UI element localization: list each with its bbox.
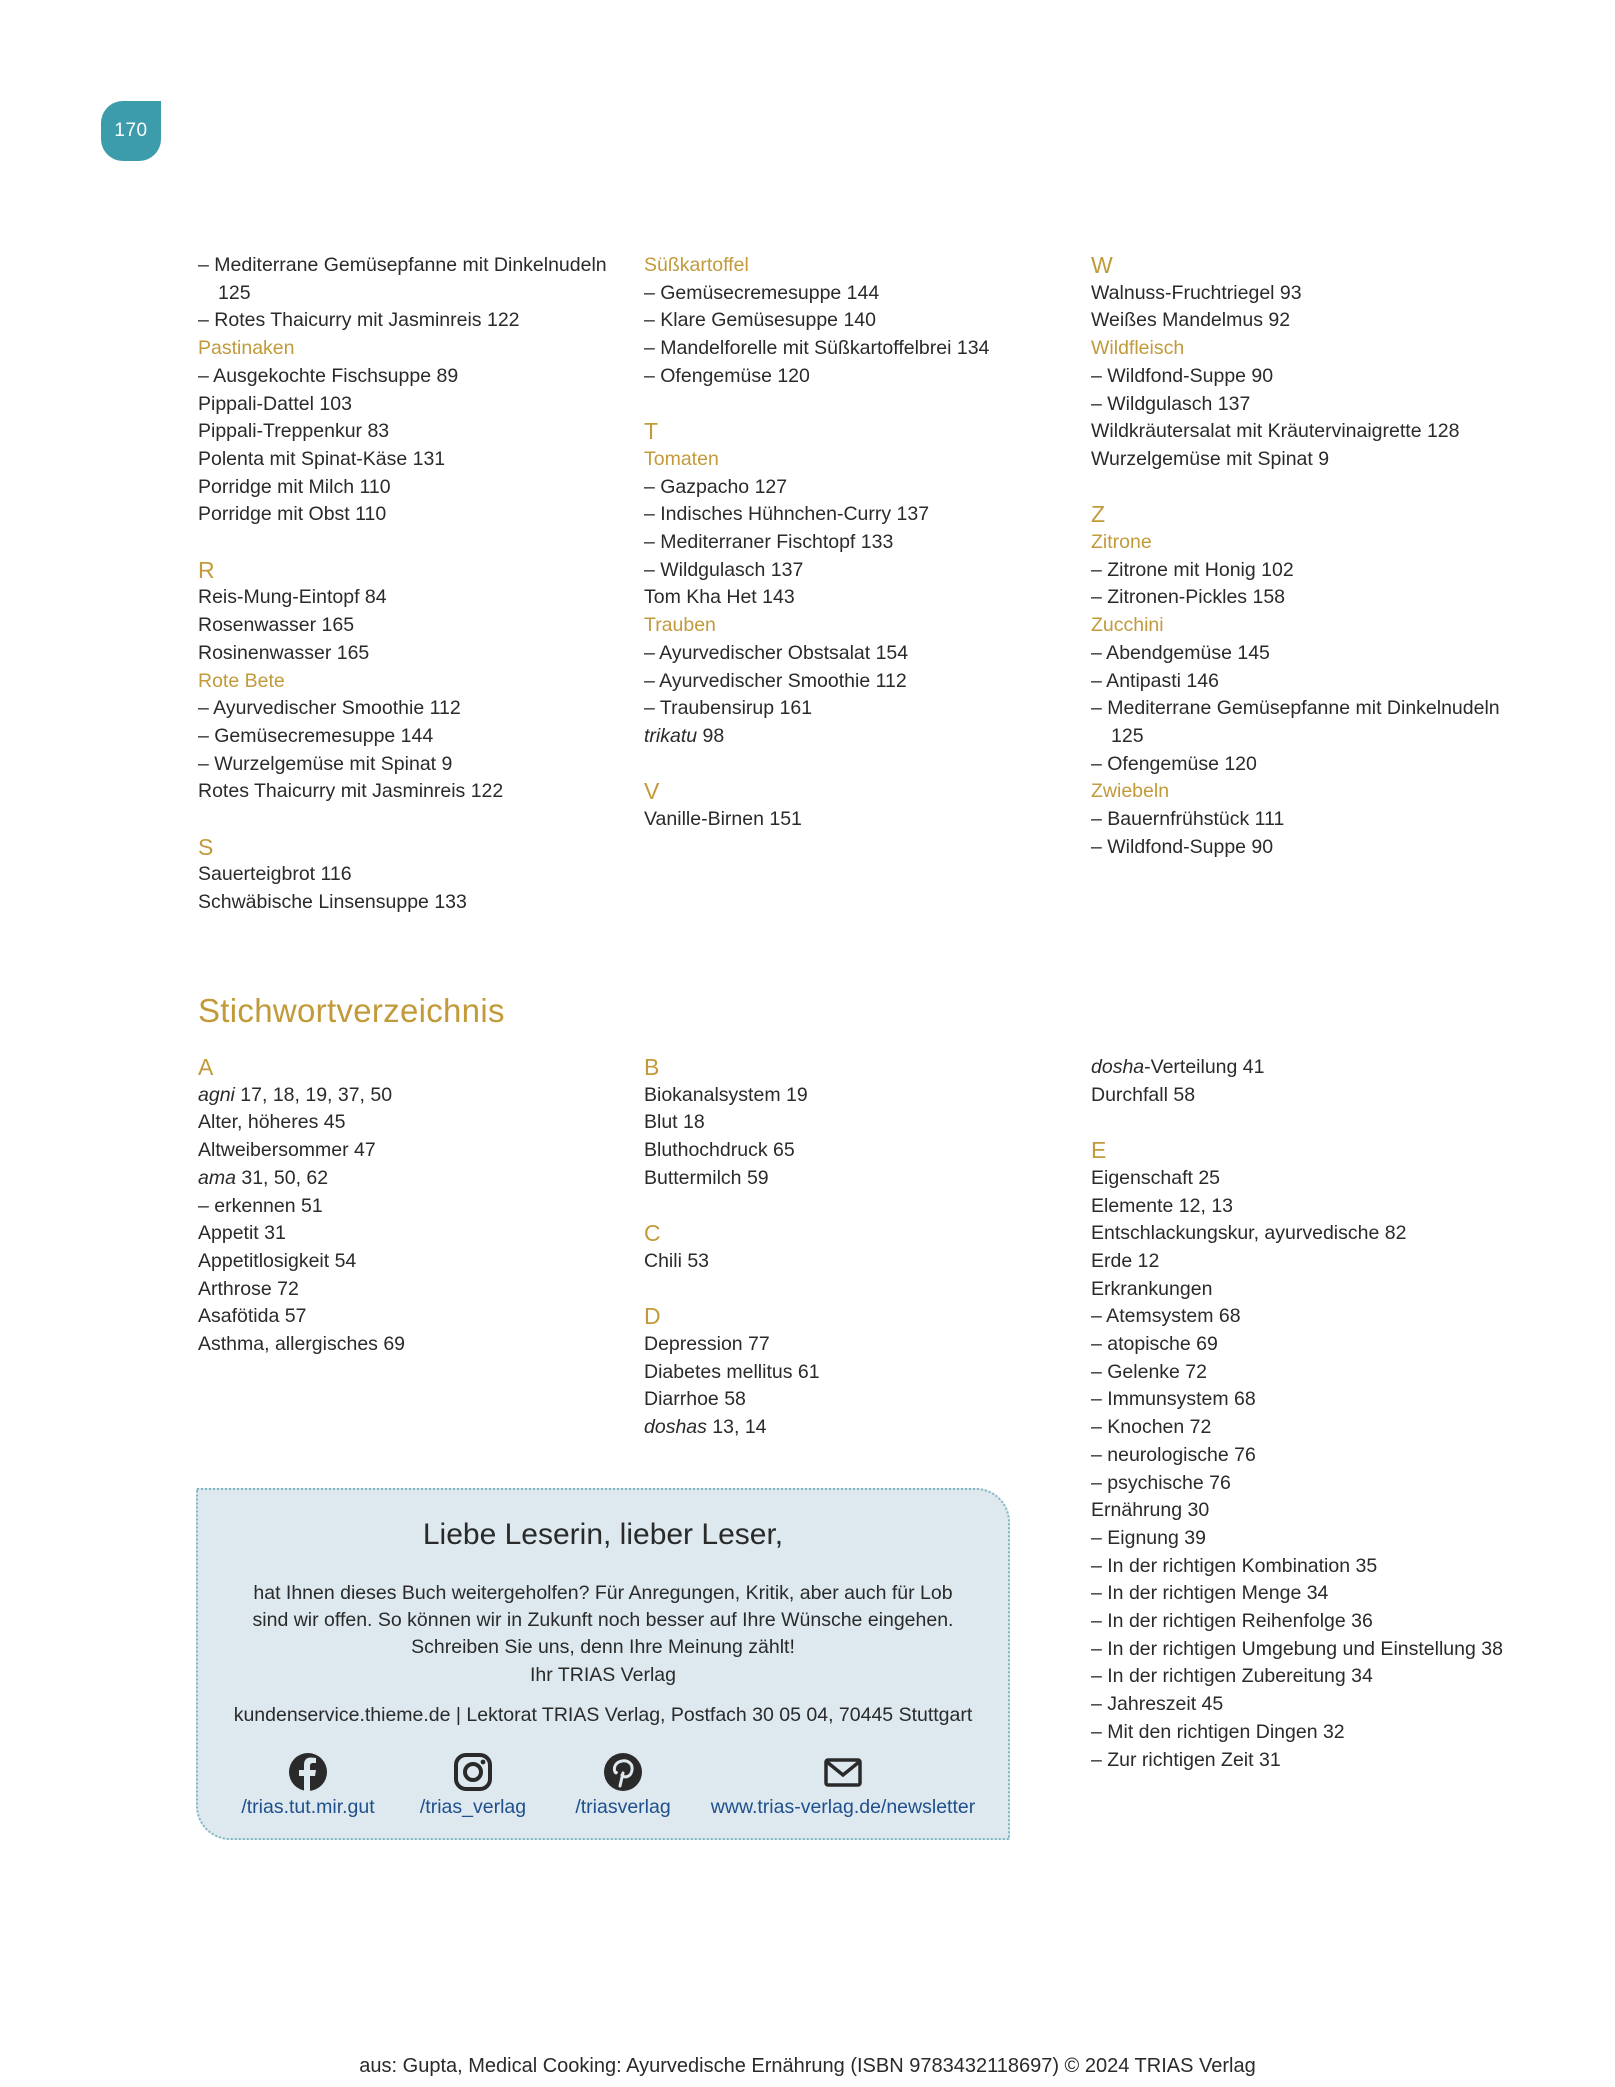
index-subentry: – Zitronen-Pickles 158 — [1091, 586, 1286, 609]
index-entry: Schwäbische Linsensuppe 133 — [198, 891, 467, 914]
index-letter: R — [198, 556, 215, 583]
feedback-body-line: Schreiben Sie uns, denn Ihre Meinung zählt! — [411, 1636, 795, 1658]
index-entry-pages: 31, 50, 62 — [235, 1166, 329, 1189]
index-entry: Porridge mit Obst 110 — [198, 503, 387, 526]
social-newsletter[interactable] — [693, 1752, 993, 1819]
index-entry: Alter, höheres 45 — [198, 1111, 346, 1134]
index-entry: Altweibersommer 47 — [198, 1139, 376, 1162]
index-entry: Ernährung 30 — [1091, 1499, 1210, 1522]
index-entry — [198, 1082, 618, 1110]
recipe-index-column-1 — [198, 252, 618, 917]
index-subentry: – In der richtigen Menge 34 — [1091, 1582, 1329, 1605]
index-group-heading: Zitrone — [1091, 531, 1152, 554]
facebook-icon — [288, 1752, 328, 1792]
index-entry: Rotes Thaicurry mit Jasminreis 122 — [198, 780, 504, 803]
source-footer: aus: Gupta, Medical Cooking: Ayurvedische Ernährung (ISBN 9783432118697) © 2024 TRIAS Verlag — [359, 2055, 1256, 2077]
index-entry-term: agni — [198, 1083, 235, 1106]
index-entry-pages: 17, 18, 19, 37, 50 — [234, 1083, 393, 1106]
index-subentry: – Mediterraner Fischtopf 133 — [644, 531, 894, 554]
index-subentry: – psychische 76 — [1091, 1471, 1231, 1494]
index-subentry: – Indisches Hühnchen-Curry 137 — [644, 503, 930, 526]
index-subentry: – In der richtigen Kombination 35 — [1091, 1554, 1378, 1577]
keyword-index-column-1 — [198, 1054, 618, 1359]
feedback-title: Liebe Leserin, lieber Leser, — [422, 1518, 784, 1551]
index-entry: Reis-Mung-Eintopf 84 — [198, 586, 387, 609]
index-subentry: – Klare Gemüsesuppe 140 — [644, 309, 876, 332]
index-entry-term: dosha — [1091, 1056, 1145, 1078]
index-subentry: – Wildfond-Suppe 90 — [1091, 364, 1274, 387]
instagram-icon — [453, 1752, 493, 1792]
index-entry: Erkrankungen — [1091, 1277, 1213, 1300]
index-entry-pages: 98 — [697, 724, 725, 747]
feedback-body-line: sind wir offen. So können wir in Zukunft noch besser auf Ihre Wünsche eingehen. — [252, 1609, 954, 1631]
index-subentry: – Ofengemüse 120 — [1091, 752, 1257, 775]
index-subentry: Wildkräutersalat mit Kräutervinaigrette 128 — [1091, 420, 1460, 443]
index-entry: Pippali-Dattel 103 — [198, 392, 352, 415]
index-entry: Durchfall 58 — [1091, 1083, 1196, 1106]
index-group-heading: Zucchini — [1091, 614, 1164, 637]
index-entry: Pippali-Treppenkur 83 — [198, 420, 390, 443]
index-subentry: – Knochen 72 — [1091, 1416, 1212, 1439]
index-subentry: – Wurzelgemüse mit Spinat 9 — [198, 752, 453, 775]
index-subentry: – Immunsystem 68 — [1091, 1388, 1256, 1411]
index-letter: V — [644, 778, 660, 805]
index-entry: Walnuss-Fruchtriegel 93 — [1091, 281, 1302, 304]
index-subentry: – Traubensirup 161 — [644, 697, 813, 720]
social-instagram[interactable] — [398, 1752, 548, 1819]
index-entry: Eigenschaft 25 — [1091, 1166, 1221, 1189]
index-entry-term: doshas — [644, 1416, 707, 1439]
index-subentry: – Gelenke 72 — [1091, 1360, 1208, 1383]
recipe-index-column-3 — [1091, 252, 1511, 861]
index-entry: Buttermilch 59 — [644, 1166, 769, 1189]
index-subentry: – Mit den richtigen Dingen 32 — [1091, 1720, 1345, 1743]
index-subentry: – Zur richtigen Zeit 31 — [1091, 1748, 1281, 1771]
index-entry — [198, 1165, 618, 1193]
index-letter: S — [198, 833, 214, 860]
index-entry: Arthrose 72 — [198, 1277, 299, 1300]
index-subentry: – Ayurvedischer Smoothie 112 — [198, 697, 461, 720]
index-group-heading: Wildfleisch — [1091, 337, 1185, 360]
index-subentry: – In der richtigen Zubereitung 34 — [1091, 1665, 1373, 1688]
index-entry: Diabetes mellitus 61 — [644, 1360, 820, 1383]
page-number-badge — [101, 101, 161, 161]
index-entry: Wurzelgemüse mit Spinat 9 — [1091, 447, 1330, 470]
index-subentry: – Abendgemüse 145 — [1091, 641, 1270, 664]
index-entry: Vanille-Birnen 151 — [644, 808, 802, 831]
index-subentry: – In der richtigen Reihenfolge 36 — [1091, 1610, 1373, 1633]
index-subentry: – Jahreszeit 45 — [1091, 1693, 1224, 1716]
feedback-body — [228, 1580, 978, 1661]
index-letter: C — [644, 1220, 661, 1247]
index-group-heading: Süßkartoffel — [644, 254, 749, 276]
index-subentry: – Antipasti 146 — [1091, 669, 1219, 692]
social-pinterest[interactable] — [553, 1752, 693, 1819]
index-entry: Bluthochdruck 65 — [644, 1139, 795, 1162]
index-letter: W — [1091, 252, 1113, 278]
index-subentry: – neurologische 76 — [1091, 1443, 1256, 1466]
social-label[interactable]: /trias_verlag — [419, 1796, 527, 1818]
index-entry: Elemente 12, 13 — [1091, 1194, 1234, 1217]
index-subentry: – Wildfond-Suppe 90 — [1091, 835, 1274, 858]
index-entry: Entschlackungskur, ayurvedische 82 — [1091, 1222, 1407, 1245]
index-subentry: – Mediterrane Gemüsepfanne mit Dinkelnudeln 125 — [198, 254, 607, 304]
index-entry: Asthma, allergisches 69 — [198, 1333, 406, 1356]
index-entry-pages: -Verteilung 41 — [1144, 1056, 1265, 1078]
index-entry: Appetit 31 — [198, 1222, 286, 1245]
index-entry: Rosinenwasser 165 — [198, 641, 370, 664]
index-subentry: – Rotes Thaicurry mit Jasminreis 122 — [198, 309, 520, 332]
index-entry: Porridge mit Milch 110 — [198, 475, 391, 498]
index-entry: Erde 12 — [1091, 1249, 1160, 1272]
index-group-heading: Pastinaken — [198, 337, 295, 360]
index-subentry: – atopische 69 — [1091, 1333, 1218, 1356]
social-facebook[interactable] — [228, 1752, 388, 1819]
index-entry: Biokanalsystem 19 — [644, 1083, 808, 1106]
index-group-heading: Zwiebeln — [1091, 780, 1170, 803]
index-entry: Asafötida 57 — [198, 1305, 307, 1328]
index-entry: Chili 53 — [644, 1249, 710, 1272]
pinterest-icon — [603, 1752, 643, 1792]
section-title: Stichwortverzeichnis — [198, 992, 505, 1029]
index-subentry: – Wildgulasch 137 — [644, 558, 804, 581]
keyword-index-column-3 — [1091, 1054, 1511, 1774]
index-subentry: – Mediterrane Gemüsepfanne mit Dinkelnudeln 125 — [1091, 697, 1500, 747]
index-entry: Sauerteigbrot 116 — [198, 863, 352, 886]
index-subentry: – Ofengemüse 120 — [644, 364, 810, 387]
mail-icon — [823, 1752, 863, 1792]
index-entry — [644, 723, 1064, 751]
index-subentry: – Atemsystem 68 — [1091, 1305, 1241, 1328]
index-entry — [1091, 1054, 1511, 1082]
feedback-address: kundenservice.thieme.de | Lektorat TRIAS Verlag, Postfach 30 05 04, 70445 Stuttgart — [233, 1704, 973, 1726]
social-label[interactable]: www.trias-verlag.de/newsletter — [710, 1796, 976, 1818]
feedback-body-line: hat Ihnen dieses Buch weitergeholfen? Für Anregungen, Kritik, aber auch für Lob — [253, 1582, 953, 1604]
index-entry: Appetitlosigkeit 54 — [198, 1249, 357, 1272]
index-entry: Blut 18 — [644, 1111, 705, 1134]
index-letter: T — [644, 418, 659, 445]
social-label[interactable]: /trias.tut.mir.gut — [241, 1796, 375, 1818]
index-subentry: – Ausgekochte Fischsuppe 89 — [198, 364, 459, 387]
index-subentry: – Eignung 39 — [1091, 1526, 1206, 1549]
feedback-signature: Ihr TRIAS Verlag — [530, 1664, 676, 1686]
index-subentry: – Gazpacho 127 — [644, 475, 788, 498]
index-subentry: – Zitrone mit Honig 102 — [1091, 558, 1294, 581]
index-entry-pages: 13, 14 — [706, 1416, 767, 1439]
index-entry: Diarrhoe 58 — [644, 1388, 746, 1411]
index-group-heading: Rote Bete — [198, 669, 285, 692]
index-letter: D — [644, 1303, 661, 1330]
social-label[interactable]: /triasverlag — [575, 1796, 671, 1818]
keyword-index-column-2 — [644, 1054, 1064, 1442]
index-entry: Polenta mit Spinat-Käse 131 — [198, 447, 446, 470]
index-subentry: – Ayurvedischer Smoothie 112 — [644, 669, 907, 692]
recipe-index-column-2 — [644, 252, 1064, 834]
index-entry — [644, 1414, 1064, 1442]
index-entry: Tom Kha Het 143 — [644, 586, 795, 609]
index-subentry: – Wildgulasch 137 — [1091, 392, 1251, 415]
index-subentry: – erkennen 51 — [198, 1194, 323, 1217]
page-number: 170 — [114, 120, 148, 141]
index-entry-term: trikatu — [644, 724, 698, 747]
index-entry-term: ama — [198, 1166, 236, 1189]
index-letter: Z — [1091, 501, 1106, 528]
index-subentry: – Ayurvedischer Obstsalat 154 — [644, 641, 909, 664]
index-entry: Weißes Mandelmus 92 — [1091, 309, 1291, 332]
index-subentry: – Mandelforelle mit Süßkartoffelbrei 134 — [644, 337, 990, 360]
reader-feedback-box — [196, 1488, 1010, 1840]
index-letter: B — [644, 1054, 660, 1080]
index-subentry: – Gemüsecremesuppe 144 — [644, 281, 880, 304]
index-subentry: – Gemüsecremesuppe 144 — [198, 724, 434, 747]
index-letter: E — [1091, 1137, 1107, 1164]
index-subentry: – In der richtigen Umgebung und Einstellung 38 — [1091, 1637, 1503, 1660]
index-entry: Depression 77 — [644, 1333, 770, 1355]
index-group-heading: Trauben — [644, 614, 716, 637]
index-group-heading: Tomaten — [644, 447, 719, 470]
index-subentry: – Bauernfrühstück 111 — [1091, 808, 1285, 831]
index-entry: Rosenwasser 165 — [198, 614, 355, 637]
index-letter: A — [198, 1054, 214, 1080]
